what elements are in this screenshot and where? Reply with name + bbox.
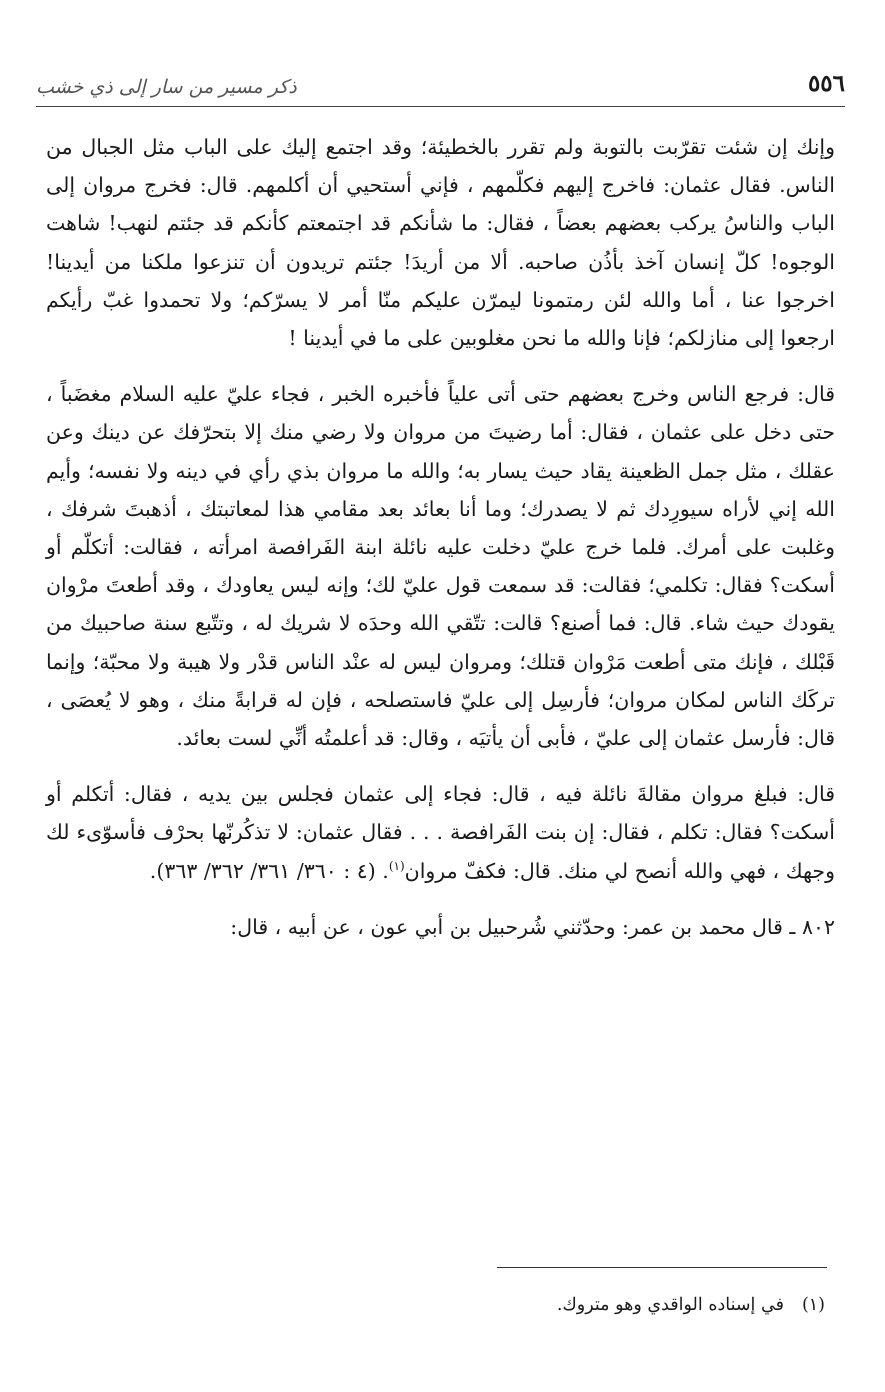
- paragraph-2: قال: فرجع الناس وخرج بعضهم حتى أتى علياً فأخبره الخبر ، فجاء عليّ عليه السلام مغضَباً ، حتى دخل على عثمان ، فقال: أما رضيتَ من مروان ولا رضي منك إلا بتحرّفك عن دينك وعن عقلك ، مثل جمل الظعينة يقاد حيث يسار به؛ والله ما مروان بذي رأي في دينه ولا نفسه؛ وأيم الله إني لأراه سيورِدك ثم لا يصدرك؛ وما أنا بعائد بعد مقامي هذا لمعاتبتك ، أذهبتَ شرفك ، وغلبت على أمرك. فلما خرج عليّ دخلت عليه نائلة ابنة الفَرافصة امرأته ، فقالت: أتكلّم أو أسكت؟ فقال: تكلمي؛ فقالت: قد سمعت قول عليّ لك؛ وإنه ليس يعاودك ، وقد أطعتَ مرْوان يقودك حيث شاء. قال: فما أصنع؟ قالت: تتّقي الله وحدَه لا شريك له ، وتتّبع سنة صاحبيك من قَبْلك ، فإنك متى أطعت مَرْوان قتلك؛ ومروان ليس له عنْد الناس قدْر ولا هيبة ولا محبّة؛ وإنما تركَك الناس لمكان مروان؛ فأرسِل إلى عليّ فاستصلحه ، فإن له قرابةً منك ، وهو لا يُعصَى ، قال: فأرسل عثمان إلى عليّ ، فأبى أن يأتيَه ، وقال: قد أعلمتُه أنِّي لست بعائد.: [46, 382, 835, 751]
- footnote-text: في إسناده الواقدي وهو متروك.: [556, 1295, 784, 1315]
- footnote-marker: (١): [801, 1295, 825, 1315]
- running-title: ذكر مسير من سار إلى ذي خشب: [36, 76, 297, 98]
- footnote: [60, 1290, 825, 1320]
- paragraph-1: وإنك إن شئت تقرّبت بالتوبة ولم تقرر بالخطيئة؛ وقد اجتمع إليك على الباب مثل الجبال من الناس. فقال عثمان: فاخرج إليهم فكلّمهم ، فإني أستحيي أن أكلمهم. قال: فخرج مروان إلى الباب والناسُ يركب بعضهم بعضاً ، فقال: ما شأنكم قد اجتمعتم كأنكم قد جئتم لنهب! شاهت الوجوه! كلّ إنسان آخذ بأذُن صاحبه. ألا من أريدَ! جئتم تريدون أن تنزعوا ملكنا من أيدينا! اخرجوا عنا ، أما والله لئن رمتمونا ليمرّن عليكم منّا أمر لا يسرّكم؛ ولا تحمدوا غبّ رأيكم ارجعوا إلى منازلكم؛ فإنا والله ما نحن مغلوبين على ما في أيدينا !: [46, 135, 835, 351]
- page-number: ٥٥٦: [807, 70, 845, 97]
- page-header: [36, 70, 845, 110]
- paragraph-3: [46, 775, 835, 890]
- hadith-802-opening: ٨٠٢ ـ قال محمد بن عمر: وحدّثني شُرحبيل بن أبي عون ، عن أبيه ، قال:: [230, 914, 835, 939]
- footnote-divider: [497, 1267, 827, 1268]
- header-divider: [36, 106, 845, 107]
- main-text: [46, 128, 835, 946]
- footnote-reference[interactable]: (١): [388, 858, 405, 873]
- source-citation: . (٤ : ٣٦٠/ ٣٦١/ ٣٦٢/ ٣٦٣).: [149, 858, 389, 883]
- paragraph-3-text: قال: فبلغ مروان مقالةَ نائلة فيه ، قال: فجاء إلى عثمان فجلس بين يديه ، فقال: أتكلم أو أسكت؟ فقال: تكلم ، فقال: إن بنت الفَرافصة . . . فقال عثمان: لا تذكُرنّها بحرْف فأسوّىء لك وجهك ، فهي والله أنصح لي منك. قال: فكفّ مروان: [46, 782, 835, 883]
